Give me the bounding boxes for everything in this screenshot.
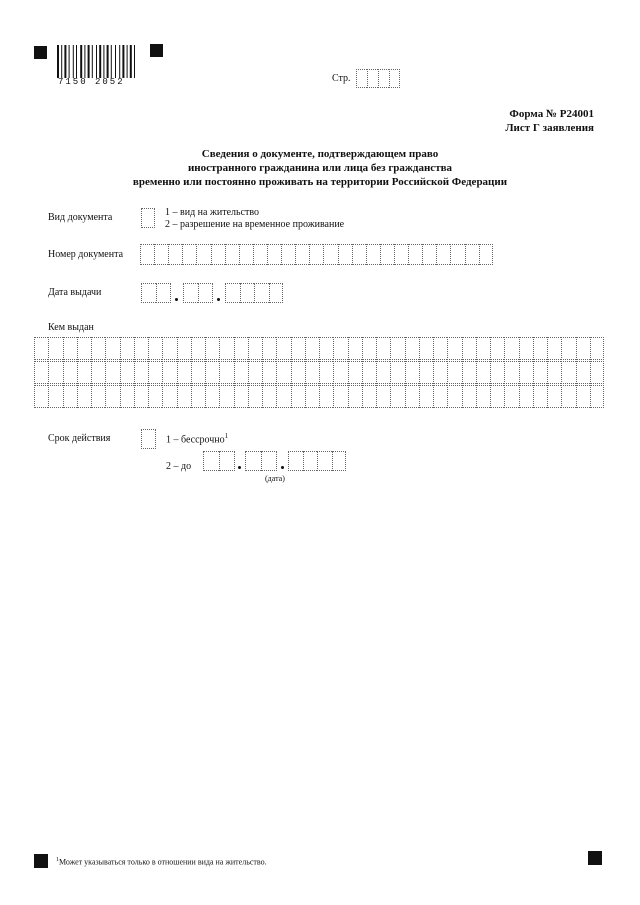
validity-option-1-text: 1 – бессрочно [166, 434, 225, 446]
registration-marker-bottom-right [588, 851, 602, 865]
page-number-cells[interactable] [356, 69, 400, 88]
heading-line-2: иностранного гражданина или лица без гражданства [187, 162, 453, 174]
validity-option-cell[interactable] [141, 429, 156, 449]
issue-date-year-cells[interactable] [225, 283, 283, 303]
heading-line-1: Сведения о документе, подтверждающем право [201, 148, 439, 160]
date-separator-dot [217, 298, 220, 301]
validity-option-2: 2 – до [166, 461, 192, 472]
registration-marker-top-left [34, 46, 47, 59]
footnote [56, 857, 267, 867]
barcode-number: 7150 2052 [58, 77, 125, 87]
doc-type-cell[interactable] [141, 208, 155, 228]
heading-line-3: временно или постоянно проживать на территории Российской Федерации [132, 176, 508, 188]
validity-date-year-cells[interactable] [288, 451, 346, 471]
barcode-image [57, 45, 137, 78]
registration-marker-top-right [150, 44, 163, 57]
footnote-mark: 1 [56, 857, 59, 863]
issued-by-label: Кем выдан [48, 322, 94, 333]
page-label: Стр. [332, 73, 351, 84]
doc-number-cells[interactable] [140, 244, 493, 265]
validity-date-month-cells[interactable] [245, 451, 277, 471]
validity-date-day-cells[interactable] [203, 451, 235, 471]
date-separator-dot [238, 466, 241, 469]
footnote-reference: 1 [224, 432, 229, 440]
date-separator-dot [281, 466, 284, 469]
issued-by-row-1-cells[interactable] [34, 337, 604, 360]
form-number: Форма № Р24001 [509, 108, 594, 120]
doc-type-option-2: 2 – разрешение на временное проживание [165, 219, 345, 230]
validity-option-1 [166, 432, 228, 445]
issued-by-row-2-cells[interactable] [34, 361, 604, 384]
validity-label: Срок действия [48, 433, 111, 444]
issue-date-day-cells[interactable] [141, 283, 171, 303]
date-caption: (дата) [265, 474, 285, 483]
issue-date-month-cells[interactable] [183, 283, 213, 303]
issued-by-row-3-cells[interactable] [34, 385, 604, 408]
date-separator-dot [175, 298, 178, 301]
issue-date-label: Дата выдачи [48, 287, 102, 298]
footnote-text: Может указываться только в отношении вида на жительство. [59, 857, 267, 867]
sheet-label: Лист Г заявления [505, 122, 594, 134]
doc-type-option-1: 1 – вид на жительство [165, 207, 260, 218]
registration-marker-bottom-left [34, 854, 48, 868]
doc-type-label: Вид документа [48, 212, 113, 223]
doc-number-label: Номер документа [48, 249, 124, 260]
